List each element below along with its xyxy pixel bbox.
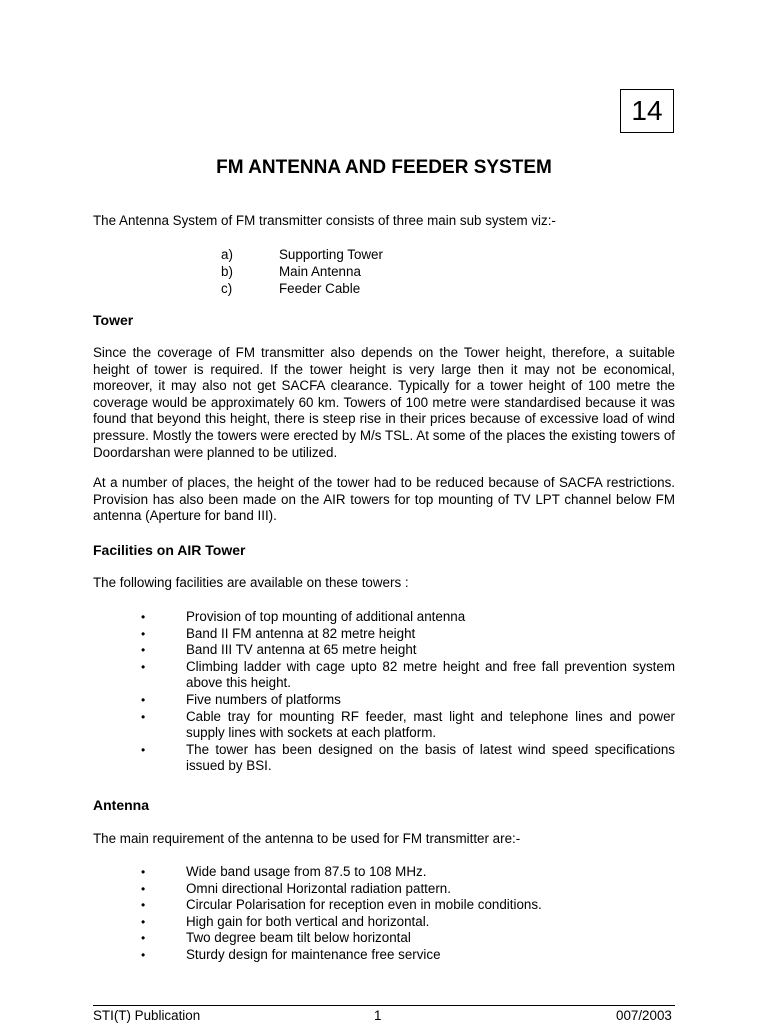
list-item <box>221 246 383 263</box>
antenna-intro: The main requirement of the antenna to be used for FM transmitter are:- <box>93 831 521 846</box>
tower-paragraph-1: Since the coverage of FM transmitter also depends on the Tower height, therefore, a suitable height of tower is required. If the tower height is very large then it may not be economical, moreover, it may also not get SACFA clearance. Typically for a tower height of 100 metre the coverage would be approximately 60 km. Towers of 100 metre were standardised because it was found that beyond this height, there is steep rise in their prices because of excessive load of wind pressure. Mostly the towers were erected by M/s TSL. At some of the places the existing towers of Doordarshan were planned to be utilized. <box>93 345 675 460</box>
list-item <box>140 609 675 626</box>
list-item-key: a) <box>221 247 233 262</box>
list-item-text: Two degree beam tilt below horizontal <box>186 930 411 946</box>
list-item <box>140 914 675 931</box>
list-item <box>140 864 675 881</box>
list-item-text: The tower has been designed on the basis of latest wind speed specifications issued by BSI. <box>186 741 675 774</box>
list-item <box>140 742 675 775</box>
list-item <box>140 709 675 742</box>
list-item <box>221 280 383 297</box>
bullet-icon: • <box>141 914 146 929</box>
page-title: FM ANTENNA AND FEEDER SYSTEM <box>216 157 552 178</box>
list-item-label: Feeder Cable <box>279 281 361 296</box>
footer-publication: STI(T) Publication <box>93 1008 201 1023</box>
list-item-text: Band II FM antenna at 82 metre height <box>186 625 416 641</box>
list-item <box>221 263 383 280</box>
bullet-icon: • <box>141 659 146 674</box>
list-item-text: Climbing ladder with cage upto 82 metre height and free fall prevention system above this height. <box>186 658 675 691</box>
bullet-icon: • <box>141 881 146 896</box>
bullet-icon: • <box>141 865 146 879</box>
facilities-list <box>140 609 675 775</box>
list-item-key: c) <box>221 281 233 296</box>
bullet-icon: • <box>141 643 146 658</box>
bullet-icon: • <box>141 626 146 641</box>
list-item-key: b) <box>221 264 233 279</box>
section-heading-antenna: Antenna <box>93 797 149 813</box>
bullet-icon: • <box>141 692 146 707</box>
section-heading-tower: Tower <box>93 312 134 328</box>
bullet-icon: • <box>141 709 146 724</box>
list-item-text: Circular Polarisation for reception even in mobile conditions. <box>186 897 542 913</box>
facilities-intro: The following facilities are available on these towers : <box>93 575 409 590</box>
bullet-icon: • <box>141 610 146 624</box>
antenna-requirements-list <box>140 864 675 964</box>
footer-page-number: 1 <box>374 1008 382 1023</box>
intro-paragraph: The Antenna System of FM transmitter consists of three main sub system viz:- <box>93 213 556 228</box>
list-item-text: Omni directional Horizontal radiation pattern. <box>186 880 451 896</box>
list-item <box>140 692 675 709</box>
list-item <box>140 626 675 643</box>
list-item-text: Band III TV antenna at 65 metre height <box>186 642 417 658</box>
list-item <box>140 881 675 898</box>
list-item <box>140 947 675 964</box>
list-item-text: Five numbers of platforms <box>186 691 341 707</box>
subsystem-list <box>221 246 383 297</box>
list-item-label: Main Antenna <box>279 264 361 279</box>
list-item-text: Provision of top mounting of additional antenna <box>186 609 466 624</box>
chapter-number: 14 <box>631 95 663 126</box>
bullet-icon: • <box>141 947 146 962</box>
bullet-icon: • <box>141 898 146 913</box>
list-item-text: Wide band usage from 87.5 to 108 MHz. <box>186 864 427 879</box>
list-item <box>140 659 675 692</box>
bullet-icon: • <box>141 742 146 757</box>
section-heading-facilities: Facilities on AIR Tower <box>93 542 246 558</box>
chapter-number-box <box>620 89 674 133</box>
list-item-label: Supporting Tower <box>279 247 383 262</box>
list-item-text: Sturdy design for maintenance free service <box>186 946 441 962</box>
footer-divider <box>93 1005 675 1006</box>
list-item <box>140 897 675 914</box>
list-item-text: Cable tray for mounting RF feeder, mast light and telephone lines and power supply lines with sockets at each platform. <box>186 708 675 741</box>
list-item <box>140 642 675 659</box>
footer-date-code: 007/2003 <box>616 1008 672 1023</box>
list-item-text: High gain for both vertical and horizontal. <box>186 913 430 929</box>
bullet-icon: • <box>141 931 146 946</box>
list-item <box>140 930 675 947</box>
tower-paragraph-2: At a number of places, the height of the tower had to be reduced because of SACFA restrictions. Provision has also been made on the AIR towers for top mounting of TV LPT channel below FM antenna (Aperture for band III). <box>93 475 675 524</box>
